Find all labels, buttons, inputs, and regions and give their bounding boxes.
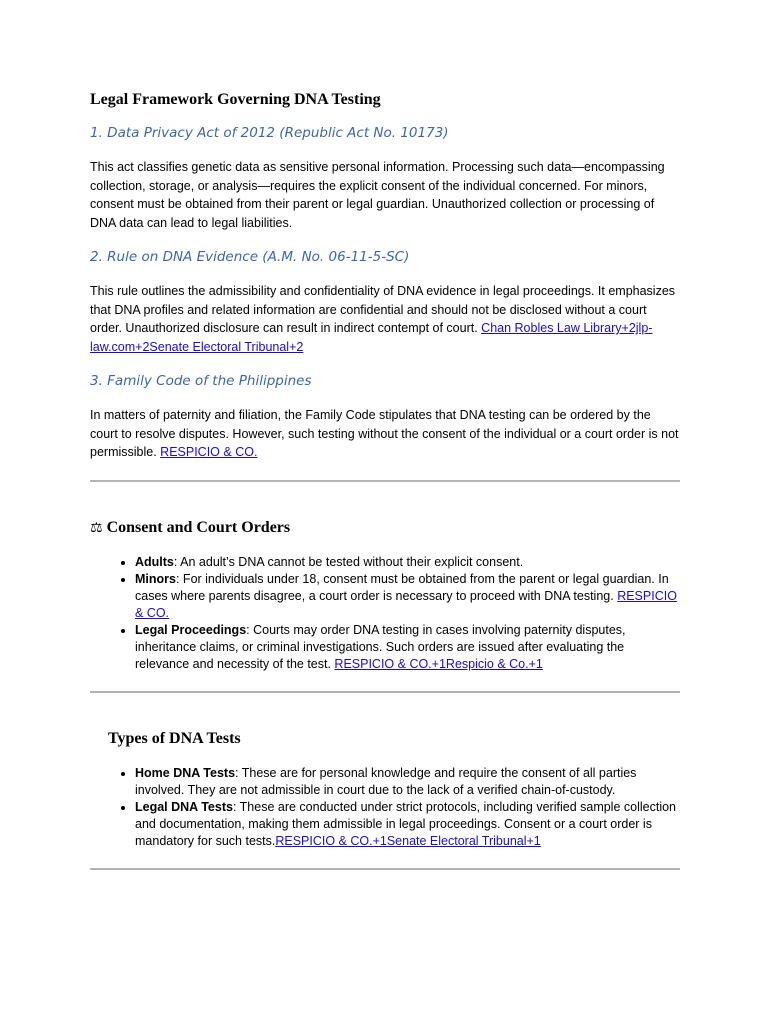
paragraph-text: In matters of paternity and filiation, the Family Code stipulates that DNA testing can be ordered by the court to resolve disputes. However, such testing without the consent of the individual or a court order is not permissible. [90,408,679,459]
consent-list [90,554,680,673]
document-title: Legal Framework Governing DNA Testing [90,91,381,108]
list-item-term: Legal Proceedings [135,622,247,637]
horizontal-divider [90,868,680,870]
horizontal-divider [90,691,680,693]
section-heading-family-code: 3. Family Code of the Philippines [90,373,312,389]
consent-heading [90,518,680,538]
section-heading-data-privacy: 1. Data Privacy Act of 2012 (Republic Act No. 10173) [90,125,449,141]
list-item-term: Legal DNA Tests [135,799,233,814]
document-body [90,90,680,870]
section-paragraph-family-code [90,406,680,462]
list-item-text: : For individuals under 18, consent must be obtained from the parent or legal guardian. In cases where parents disagree, a court order is necessary to proceed with DNA testing. [135,571,669,603]
citation-link[interactable]: RESPICIO & CO.+1Respicio & Co.+1 [334,656,543,671]
list-item-term: Home DNA Tests [135,765,236,780]
list-item [135,554,680,571]
citation-link[interactable]: RESPICIO & CO. [135,588,677,620]
paragraph-text: This act classifies genetic data as sensitive personal information. Processing such data—encompassing collection, storage, or analysis—requires the explicit consent of the individual concerned. For minors, consent must be obtained from their parent or legal guardian. Unauthorized collection or processing of DNA data can lead to legal liabilities. [90,160,665,230]
list-item-text: : An adult’s DNA cannot be tested without their explicit consent. [173,554,524,569]
list-item-text: : These are for personal knowledge and require the consent of all parties involved. They are not admissible in court due to the lack of a verified chain-of-custody. [135,765,637,797]
types-heading: Types of DNA Tests [108,729,241,747]
citation-link[interactable]: RESPICIO & CO.+1Senate Electoral Tribunal+1 [275,833,541,848]
list-item [135,765,680,799]
list-item [135,622,680,673]
section-paragraph-dna-evidence [90,282,680,356]
list-item [135,799,680,850]
section-paragraph-data-privacy [90,158,680,232]
types-list [90,765,680,850]
list-item-text: : Courts may order DNA testing in cases involving paternity disputes, inheritance claims, or criminal investigations. Such orders are issued after evaluating the relevance and necessity of the test. [135,622,626,671]
paragraph-text: This rule outlines the admissibility and confidentiality of DNA evidence in legal proceedings. It emphasizes that DNA profiles and related information are confidential and should not be disclosed without a court order. Unauthorized disclosure can result in indirect contempt of court. [90,284,676,335]
section-heading-dna-evidence: 2. Rule on DNA Evidence (A.M. No. 06-11-5-SC) [90,249,410,265]
horizontal-divider [90,480,680,482]
list-item-term: Adults [135,554,174,569]
list-item [135,571,680,622]
list-item-text: : These are conducted under strict protocols, including verified sample collection and documentation, making them admissible in legal proceedings. Consent or a court order is mandatory for such tests. [135,799,676,848]
citation-link[interactable]: Chan Robles Law Library+2jlp-law.com+2Senate Electoral Tribunal+2 [90,321,653,354]
scales-icon: ⚖ [90,519,103,536]
list-item-term: Minors [135,571,176,586]
consent-heading-label: Consent and Court Orders [106,518,291,536]
citation-link[interactable]: RESPICIO & CO. [160,445,258,459]
